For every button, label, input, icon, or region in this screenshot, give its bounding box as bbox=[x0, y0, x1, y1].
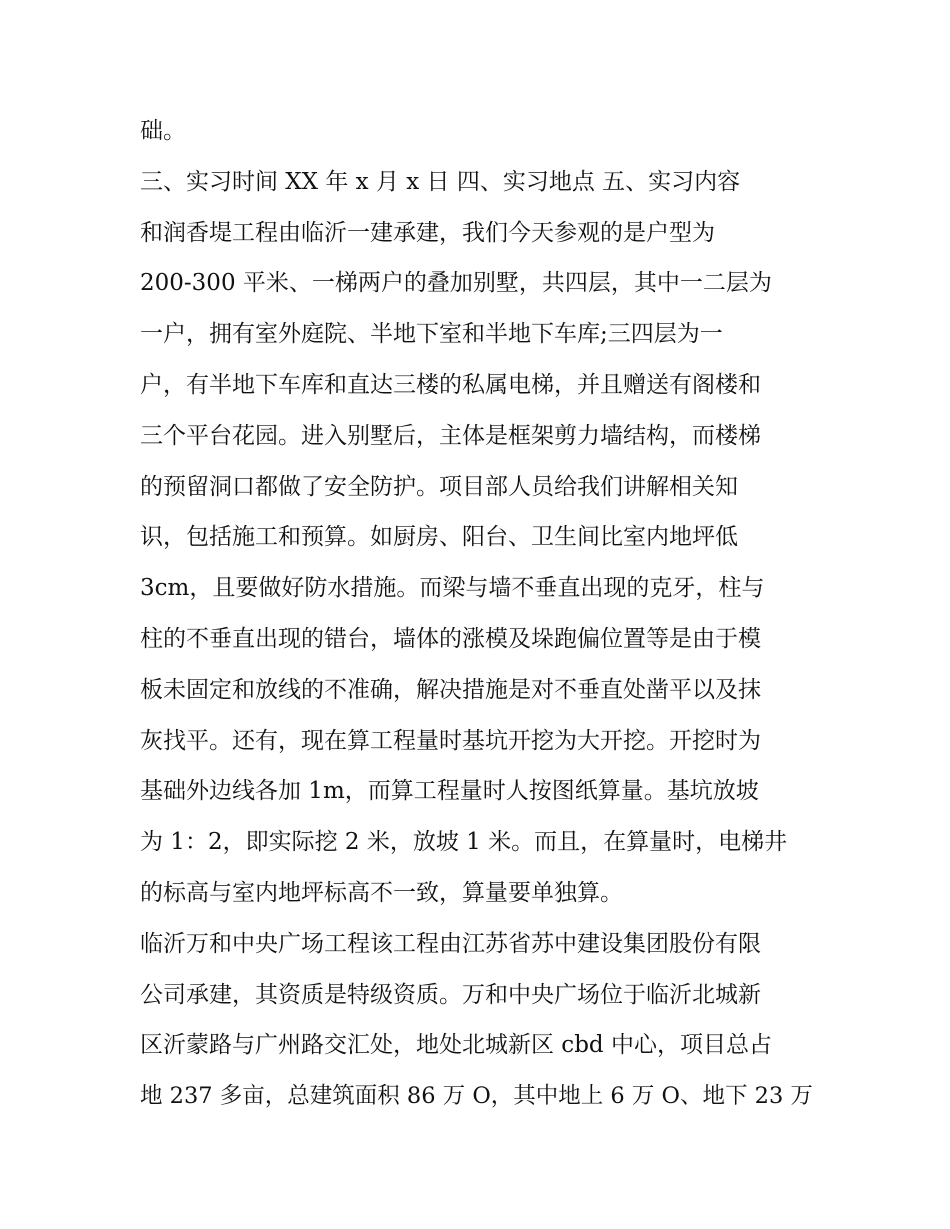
text-line: 区沂蒙路与广州路交汇处，地处北城新区 cbd 中心，项目总占 bbox=[140, 1032, 772, 1059]
text-line: 为 1：2，即实际挖 2 米，放坡 1 米。而且，在算量时，电梯井 bbox=[140, 829, 788, 856]
text-line: 基础外边线各加 1m，而算工程量时人按图纸算量。基坑放坡 bbox=[140, 778, 759, 805]
text-line: 3cm，且要做好防水措施。而梁与墙不垂直出现的克牙，柱与 bbox=[140, 575, 765, 602]
text-line: 的标高与室内地坪标高不一致，算量要单独算。 bbox=[140, 879, 623, 906]
text-line: 板未固定和放线的不准确，解决措施是对不垂直处凿平以及抹 bbox=[140, 676, 761, 703]
text-line: 一户，拥有室外庭院、半地下室和半地下车库;三四层为一 bbox=[140, 321, 723, 348]
text-line: 的预留洞口都做了安全防护。项目部人员给我们讲解相关知 bbox=[140, 473, 738, 500]
text-line: 临沂万和中央广场工程该工程由江苏省苏中建设集团股份有限 bbox=[140, 930, 761, 957]
text-line: 户，有半地下车库和直达三楼的私属电梯，并且赠送有阁楼和 bbox=[140, 371, 761, 398]
text-line: 公司承建，其资质是特级资质。万和中央广场位于临沂北城新 bbox=[140, 981, 761, 1008]
text-line: 识，包括施工和预算。如厨房、阳台、卫生间比室内地坪低 bbox=[140, 524, 738, 551]
text-line: 柱的不垂直出现的错台，墙体的涨模及垛跑偏位置等是由于模 bbox=[140, 625, 761, 652]
text-line: 灰找平。还有，现在算工程量时基坑开挖为大开挖。开挖时为 bbox=[140, 727, 761, 754]
text-line: 础。 bbox=[140, 118, 186, 144]
text-line: 地 237 多亩，总建筑面积 86 万 O，其中地上 6 万 O、地下 23 万 bbox=[140, 1083, 813, 1110]
text-line: 三、实习时间 XX 年 x 月 x 日 四、实习地点 五、实习内容 bbox=[140, 168, 741, 195]
body-text bbox=[140, 106, 820, 1122]
text-line: 200-300 平米、一梯两户的叠加别墅，共四层，其中一二层为 bbox=[140, 270, 772, 297]
text-line: 和润香堤工程由临沂一建承建，我们今天参观的是户型为 bbox=[140, 219, 715, 246]
text-line: 三个平台花园。进入别墅后，主体是框架剪力墙结构，而楼梯 bbox=[140, 422, 761, 449]
